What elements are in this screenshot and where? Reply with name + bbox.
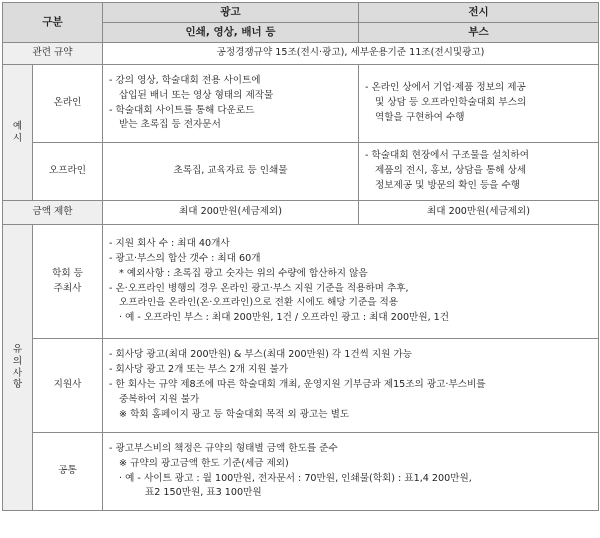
sponsor-notes [103,339,599,433]
text-line: - 온라인 상에서 기업·제품 정보의 제공 [365,82,526,94]
header-ad-subtitle: 인쇄, 영상, 배너 등 [103,23,359,43]
notes-label-char: 항 [12,379,23,391]
limit-ad: 최대 200만원(세금제외) [103,201,359,225]
example-label [3,65,33,201]
text-line: 받는 초록집 등 전자문서 [119,119,221,131]
common-label: 공통 [33,433,103,511]
notes-label-char: 사 [12,367,23,379]
notes-label-char: 유 [12,343,23,355]
text-line: - 강의 영상, 학술대회 전용 사이트에 [109,74,261,86]
example-label-char: 예 [12,120,23,132]
text-line: 역할을 구현하여 수행 [375,111,465,123]
host-label-line: 주최사 [53,282,82,294]
notes-label-char: 의 [12,355,23,367]
host-label [33,225,103,339]
text-line: 오프라인을 온라인(온·오프라인)으로 전환 시에도 해당 기준을 적용 [119,297,399,309]
online-label: 온라인 [33,65,103,143]
header-category: 구분 [3,3,103,43]
text-line: - 학술대회 사이트를 통해 다운로드 [109,104,255,116]
text-line: ※ 학회 홈페이지 광고 등 학술대회 목적 외 광고는 별도 [119,408,350,420]
guideline-table [2,2,599,511]
offline-ad-description: 초록집, 교육자료 등 인쇄물 [103,143,359,201]
notes-label [3,225,33,511]
header-exhibit-title: 전시 [359,3,599,23]
header-exhibit-subtitle: 부스 [359,23,599,43]
text-line: 중복하여 지원 불가 [119,393,200,405]
text-line: - 회사당 광고(최대 200만원) & 부스(최대 200만원) 각 1건씩 지원 가능 [109,349,413,361]
offline-label: 오프라인 [33,143,103,201]
host-label-line: 학회 등 [52,267,83,279]
text-line: 제품의 전시, 홍보, 상담을 통해 상세 [375,165,527,177]
regulation-text: 공정경쟁규약 15조(전시·광고), 세부운용기준 11조(전시및광고) [103,43,599,65]
limit-label: 금액 제한 [3,201,103,225]
text-line: ※ 규약의 광고금액 한도 기준(세금 제외) [119,457,289,469]
header-ad-title: 광고 [103,3,359,23]
online-exhibit-description [359,65,599,143]
offline-exhibit-description [359,143,599,201]
text-line: · 예 - 오프라인 부스 : 최대 200만원, 1건 / 오프라인 광고 : 최대 200만원, 1건 [119,312,450,324]
example-label-char: 시 [12,132,23,144]
text-line: 삽입된 배너 또는 영상 형태의 제작물 [119,89,274,101]
text-line: - 온·오프라인 병행의 경우 온라인 광고·부스 지원 기준을 적용하며 추후, [109,282,409,294]
text-line: 표2 150만원, 표3 100만원 [145,487,262,499]
text-line: - 회사당 광고 2개 또는 부스 2개 지원 불가 [109,364,289,376]
sponsor-label: 지원사 [33,339,103,433]
text-line: - 광고·부스의 합산 갯수 : 최대 60개 [109,252,261,264]
text-line: 및 상담 등 오프라인학술대회 부스의 [375,97,527,109]
host-notes [103,225,599,339]
online-ad-description [103,65,359,143]
text-line: 정보제공 및 방문의 확인 등을 수행 [375,179,521,191]
common-notes [103,433,599,511]
text-line: - 광고부스비의 책정은 규약의 형태별 금액 한도를 준수 [109,442,338,454]
text-line: - 학술대회 현장에서 구조물을 설치하여 [365,150,529,162]
text-line: - 지원 회사 수 : 최대 40개사 [109,237,230,249]
limit-exhibit: 최대 200만원(세금제외) [359,201,599,225]
regulation-label: 관련 규약 [3,43,103,65]
text-line: * 예외사항 : 초록집 광고 숫자는 위의 수량에 합산하지 않음 [119,267,368,279]
text-line: · 예 - 사이트 광고 : 월 100만원, 전자문서 : 70만원, 인쇄물(학회) : 표1,4 200만원, [119,472,472,484]
text-line: - 한 회사는 규약 제8조에 따른 학술대회 개최, 운영지원 기부금과 제15조의 광고·부스비를 [109,379,486,391]
